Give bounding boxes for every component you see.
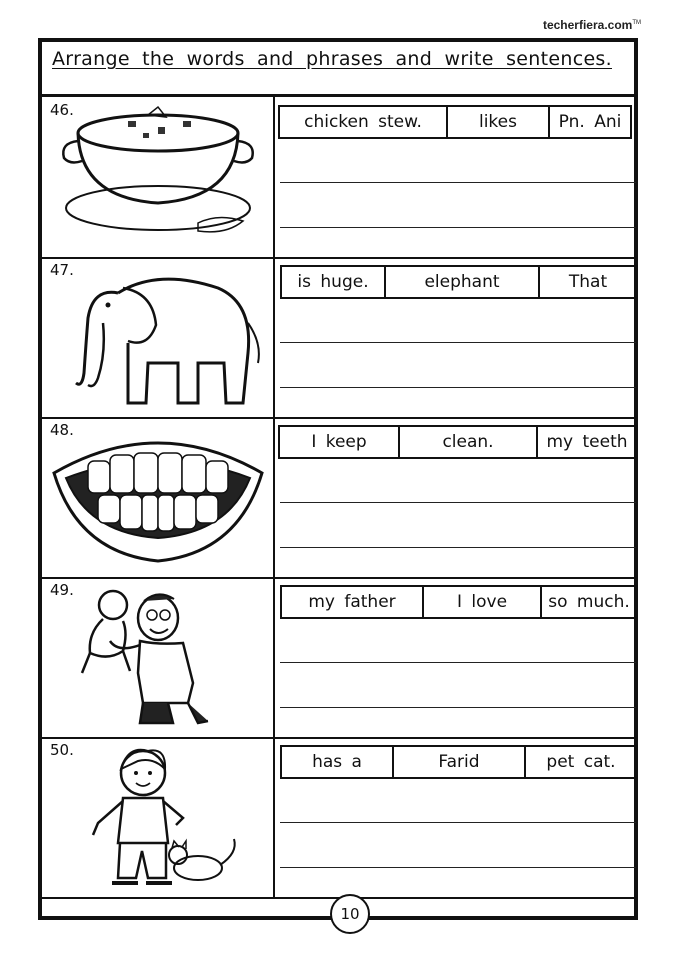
answer-line[interactable] bbox=[280, 867, 636, 868]
page-number-badge: 10 bbox=[330, 894, 370, 934]
question-number: 46. bbox=[50, 101, 74, 119]
father-baby-icon bbox=[48, 583, 268, 733]
word-chip: chicken stew. bbox=[280, 107, 448, 137]
word-chip: I love bbox=[424, 587, 542, 617]
word-chip: pet cat. bbox=[546, 752, 616, 772]
answer-line[interactable] bbox=[280, 227, 636, 228]
word-box bbox=[278, 105, 632, 139]
picture-cell bbox=[42, 417, 275, 577]
question-row-47 bbox=[42, 257, 634, 419]
question-number: 48. bbox=[50, 421, 74, 439]
answer-line[interactable] bbox=[280, 342, 636, 343]
word-chip: Pn. Ani bbox=[558, 112, 622, 132]
word-chip: so much. bbox=[548, 592, 630, 612]
soup-pot-icon bbox=[48, 103, 268, 253]
answer-line[interactable] bbox=[280, 182, 636, 183]
word-chip: likes bbox=[448, 107, 550, 137]
answer-line[interactable] bbox=[280, 547, 636, 548]
word-chip: elephant bbox=[386, 267, 540, 297]
question-number: 49. bbox=[50, 581, 74, 599]
instructions-header bbox=[42, 42, 634, 97]
boy-cat-icon bbox=[48, 743, 268, 893]
word-box bbox=[280, 745, 638, 779]
question-row-49 bbox=[42, 577, 634, 739]
answer-line[interactable] bbox=[280, 662, 636, 663]
answer-line[interactable] bbox=[280, 822, 636, 823]
picture-cell bbox=[42, 737, 275, 897]
elephant-icon bbox=[48, 263, 268, 413]
word-chip: my father bbox=[282, 587, 424, 617]
answer-line[interactable] bbox=[280, 387, 636, 388]
word-box bbox=[280, 265, 638, 299]
worksheet bbox=[38, 38, 638, 923]
word-chip: Farid bbox=[394, 747, 526, 777]
question-row-50 bbox=[42, 737, 634, 899]
answer-line[interactable] bbox=[280, 502, 636, 503]
brand-trademark: TM bbox=[632, 20, 641, 26]
word-chip: my teeth bbox=[546, 432, 628, 452]
question-row-48 bbox=[42, 417, 634, 579]
picture-cell bbox=[42, 257, 275, 417]
page-footer bbox=[42, 886, 634, 923]
picture-cell bbox=[42, 97, 275, 257]
word-chip: That bbox=[568, 272, 608, 292]
word-chip: I keep bbox=[280, 427, 400, 457]
picture-cell bbox=[42, 577, 275, 737]
word-chip: clean. bbox=[400, 427, 538, 457]
brand-text: techerfiera.com bbox=[542, 18, 633, 32]
word-box bbox=[280, 585, 638, 619]
answer-line[interactable] bbox=[280, 707, 636, 708]
question-number: 50. bbox=[50, 741, 74, 759]
teeth-smile-icon bbox=[48, 423, 268, 573]
word-chip: has a bbox=[282, 747, 394, 777]
instructions-title: Arrange the words and phrases and write sentences. bbox=[52, 48, 612, 70]
word-chip: is huge. bbox=[282, 267, 386, 297]
question-row-46 bbox=[42, 97, 634, 259]
word-box bbox=[278, 425, 638, 459]
question-number: 47. bbox=[50, 261, 74, 279]
brand-logo bbox=[543, 18, 641, 32]
